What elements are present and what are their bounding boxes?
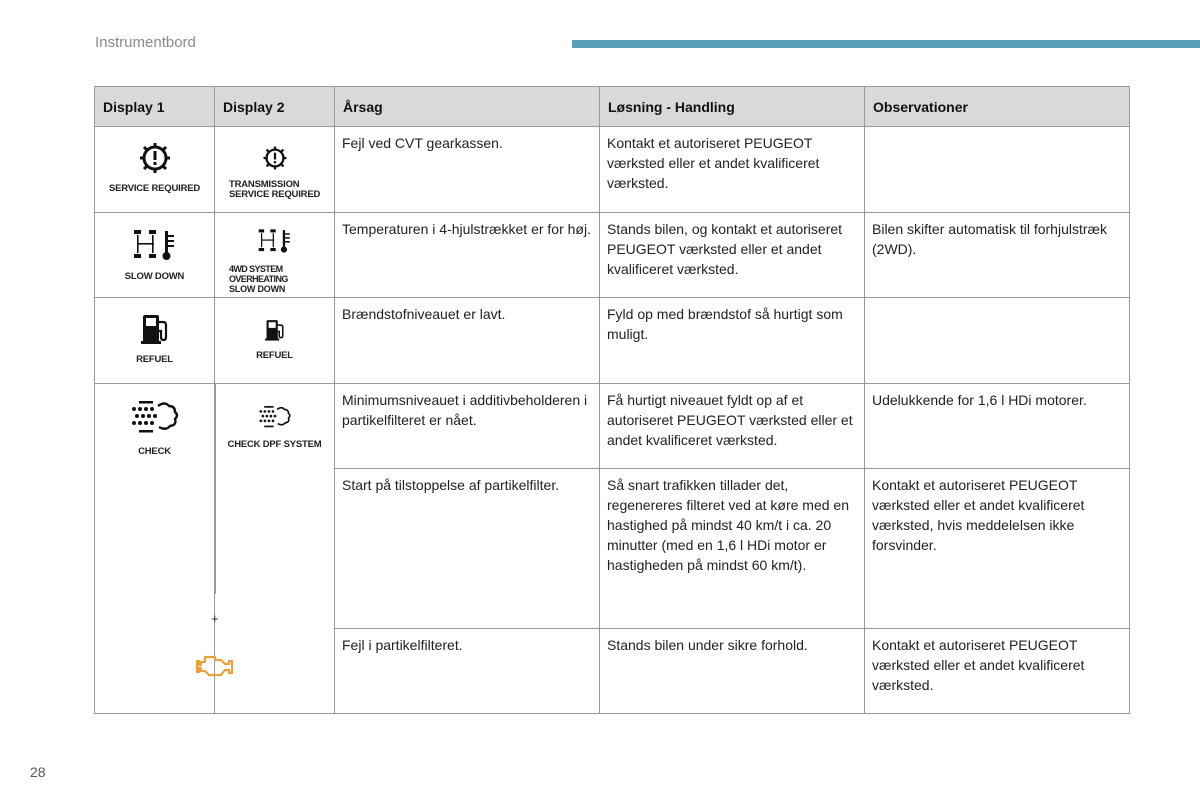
cause-cell: Fejl i partikelfilteret. xyxy=(335,629,600,714)
plus-sign: + xyxy=(211,611,219,626)
display1-caption: CHECK xyxy=(138,446,171,457)
service-wrench-warning-icon xyxy=(138,141,172,175)
particulate-filter-icon xyxy=(258,404,292,431)
warning-table xyxy=(94,86,1130,714)
cause-cell: Brændstofniveauet er lavt. xyxy=(335,298,600,384)
4wd-temperature-icon xyxy=(257,227,293,255)
notes-cell: Bilen skifter automatisk til forhjulstræk (2WD). xyxy=(865,213,1130,298)
display2-caption: REFUEL xyxy=(256,350,293,361)
notes-cell xyxy=(865,127,1130,213)
display2-caption-line1: 4WD SYSTEM OVERHEATING xyxy=(229,264,288,284)
display2-cell xyxy=(215,213,335,298)
action-cell: Stands bilen, og kontakt et autoriseret PEUGEOT værksted eller et andet kvalificeret værksted. xyxy=(600,213,865,298)
display1-caption: SERVICE REQUIRED xyxy=(108,183,201,194)
display2-caption-line1: TRANSMISSION xyxy=(229,179,300,190)
particulate-filter-icon xyxy=(130,398,180,438)
service-wrench-warning-icon xyxy=(262,145,288,171)
notes-cell: Udelukkende for 1,6 l HDi motorer. xyxy=(865,384,1130,469)
display1-cell xyxy=(95,127,215,213)
notes-cell: Kontakt et autoriseret PEUGEOT værksted eller et andet kvalificeret værksted, hvis meddelelsen ikke forsvinder. xyxy=(865,469,1130,629)
header-accent-bar xyxy=(572,40,1200,48)
table-row xyxy=(95,384,1130,469)
column-header-display1: Display 1 xyxy=(95,87,215,127)
notes-cell: Kontakt et autoriseret PEUGEOT værksted eller et andet kvalificeret værksted. xyxy=(865,629,1130,714)
table-header-row xyxy=(95,87,1130,127)
display1-cell xyxy=(95,213,215,298)
section-title: Instrumentbord xyxy=(95,34,196,51)
table-row xyxy=(95,298,1130,384)
engine-warning-icon xyxy=(195,652,235,682)
column-header-action: Løsning - Handling xyxy=(600,87,865,127)
display2-cell xyxy=(215,127,335,213)
column-header-cause: Årsag xyxy=(335,87,600,127)
cause-cell: Start på tilstoppelse af partikelfilter. xyxy=(335,469,600,629)
action-cell: Så snart trafikken tillader det, regenereres filteret ved at køre med en hastighed på mindst 40 km/t i ca. 20 minutter (med en 1,6 l HDi motor er hastigheden på mindst 60 km/t). xyxy=(600,469,865,629)
display2-caption-line2: SERVICE REQUIRED xyxy=(229,189,321,200)
table-row xyxy=(95,127,1130,213)
cause-cell: Fejl ved CVT gearkassen. xyxy=(335,127,600,213)
action-cell: Fyld op med brændstof så hurtigt som muligt. xyxy=(600,298,865,384)
action-cell: Stands bilen under sikre forhold. xyxy=(600,629,865,714)
display2-cell xyxy=(215,298,335,384)
cause-cell: Temperaturen i 4-hjulstrækket er for høj. xyxy=(335,213,600,298)
cause-cell: Minimumsniveauet i additivbeholderen i partikelfilteret er nået. xyxy=(335,384,600,469)
table-row xyxy=(95,213,1130,298)
4wd-temperature-icon xyxy=(132,227,178,263)
action-cell: Få hurtigt niveauet fyldt op af et autoriseret PEUGEOT værksted eller et andet kvalificeret værksted. xyxy=(600,384,865,469)
display2-caption: CHECK DPF SYSTEM xyxy=(227,439,322,450)
display1-cell xyxy=(95,298,215,384)
fuel-pump-icon xyxy=(263,318,287,342)
display1-caption: REFUEL xyxy=(136,354,173,365)
fuel-pump-icon xyxy=(138,312,172,346)
column-header-notes: Observationer xyxy=(865,87,1130,127)
display2-cell xyxy=(211,384,335,714)
divider-line xyxy=(215,384,216,594)
display1-caption: SLOW DOWN xyxy=(124,271,185,282)
column-header-display2: Display 2 xyxy=(215,87,335,127)
action-cell: Kontakt et autoriseret PEUGEOT værksted eller et andet kvalificeret værksted. xyxy=(600,127,865,213)
display2-caption-line2: SLOW DOWN xyxy=(229,284,286,294)
page-number: 28 xyxy=(30,764,46,780)
notes-cell xyxy=(865,298,1130,384)
